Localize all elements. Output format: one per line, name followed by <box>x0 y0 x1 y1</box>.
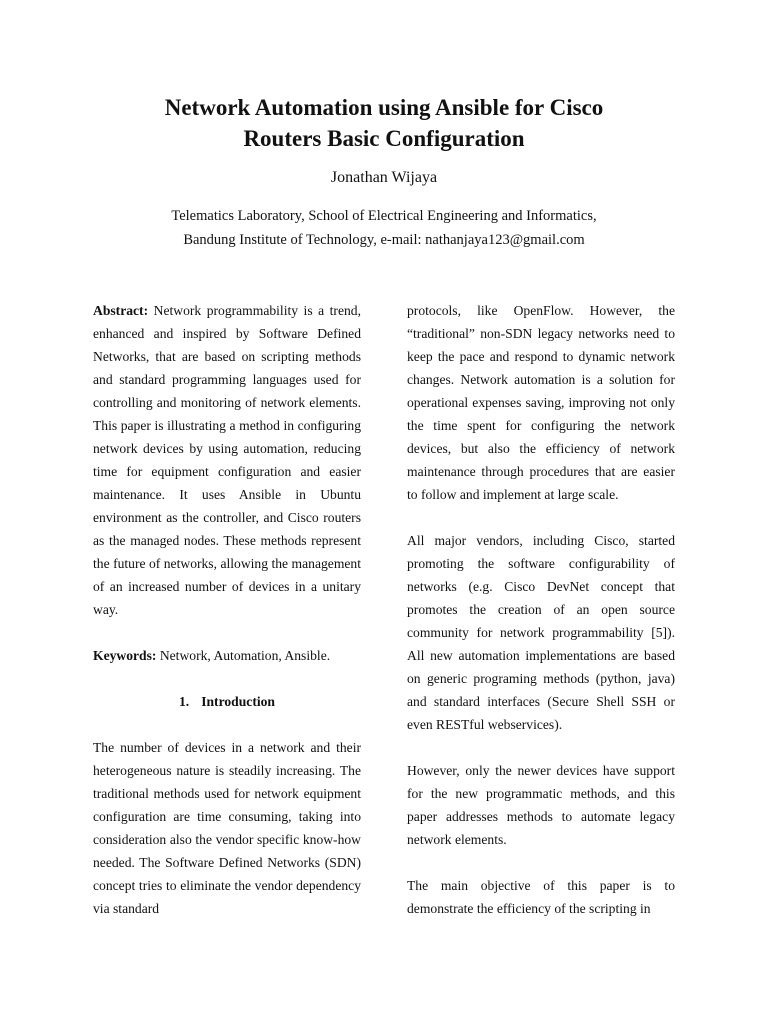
affiliation <box>0 204 768 252</box>
title-line-2: Routers Basic Configuration <box>243 126 525 151</box>
section-title: Introduction <box>201 694 275 709</box>
left-column <box>93 299 361 920</box>
paper-title <box>0 92 768 154</box>
abstract-label: Abstract: <box>93 303 149 318</box>
abstract-text: Network programmability is a trend, enhanced and inspired by Software Defined Networks, that are based on scripting methods and standard programming languages used for controlling and monitoring of network elements. This paper is illustrating a method in configuring network devices by using automation, reducing time for equipment configuration and easier maintenance. It uses Ansible in Ubuntu environment as the controller, and Cisco routers as the managed nodes. These methods represent the future of networks, allowing the management of an increased number of devices in a unitary way. <box>93 303 361 617</box>
right-paragraph-1: protocols, like OpenFlow. However, the “traditional” non-SDN legacy networks need to keep the pace and respond to dynamic network changes. Network automation is a solution for operational expenses saving, improving not only the time spent for configuring the network devices, but also the efficiency of network maintenance through procedures that are easier to follow and implement at large scale. <box>407 303 675 502</box>
right-paragraph-3: However, only the newer devices have support for the new programmatic methods, and this paper addresses methods to automate legacy network elements. <box>407 763 675 847</box>
keywords-paragraph <box>93 644 361 667</box>
affiliation-line-2: Bandung Institute of Technology, e-mail: nathanjaya123@gmail.com <box>183 232 585 248</box>
section-number: 1. <box>179 694 190 709</box>
author-name: Jonathan Wijaya <box>330 169 438 186</box>
affiliation-line-1: Telematics Laboratory, School of Electrical Engineering and Informatics, <box>171 208 597 224</box>
title-line-1: Network Automation using Ansible for Cisco <box>164 95 604 120</box>
intro-paragraph: The number of devices in a network and their heterogeneous nature is steadily increasing. The traditional methods used for network equipment configuration are time consuming, taking into consideration also the vendor specific know-how needed. The Software Defined Networks (SDN) concept tries to eliminate the vendor dependency via standard <box>93 740 361 916</box>
abstract-paragraph <box>93 299 361 621</box>
right-paragraph-2: All major vendors, including Cisco, started promoting the software configurability of networks (e.g. Cisco DevNet concept that promotes the creation of an open source community for network programmability [5]). All new automation implementations are based on generic programing methods (python, java) and standard interfaces (Secure Shell SSH or even RESTful webservices). <box>407 533 675 732</box>
right-column <box>407 299 675 920</box>
keywords-label: Keywords: <box>93 648 157 663</box>
keywords-text: Network, Automation, Ansible. <box>156 648 331 663</box>
section-heading-introduction <box>93 690 361 713</box>
right-paragraph-4: The main objective of this paper is to demonstrate the efficiency of the scripting in <box>407 878 675 916</box>
